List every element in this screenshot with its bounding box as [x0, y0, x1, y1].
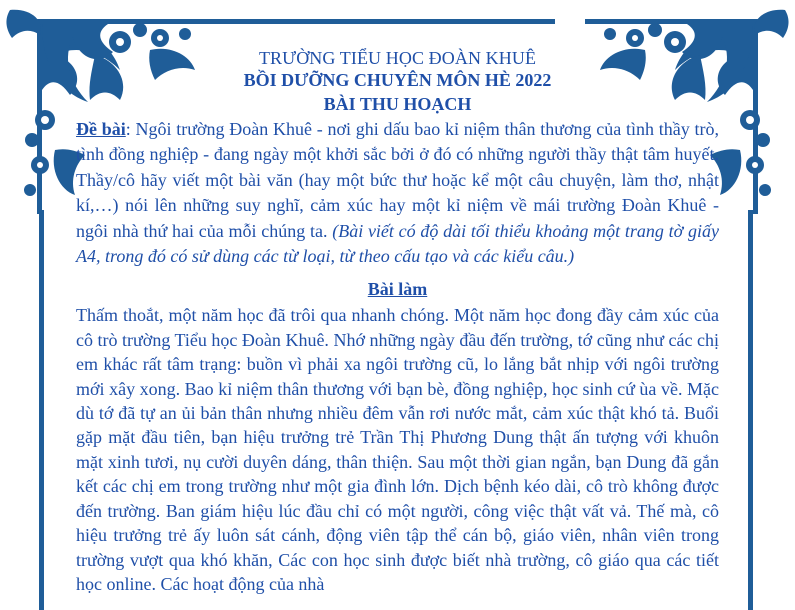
prompt-note: (Bài viết có độ dài tối thiểu khoảng một trang tờ giấy A4, trong đó có sử dùng các từ loại, từ theo cấu tạo và các kiểu câu.)	[76, 220, 719, 267]
prompt-text: : Ngôi trường Đoàn Khuê - nơi ghi dấu bao kỉ niệm thân thương của tình thầy trò, tình đồng nghiệp - đang ngày một khởi sắc bởi ở đó có những người thầy thật tâm huyết. Thầy/cô hãy viết một bài văn (hay một bức thư hoặc kể một câu chuyện, làm thơ, nhật kí,…) nói lên những suy nghĩ, cảm xúc hay một kỉ niệm về mái trường Đoàn Khuê - ngôi nhà thứ hai của mỗi chúng ta.	[76, 119, 720, 241]
frame-top-border	[210, 19, 555, 24]
essay-text: Thấm thoắt, một năm học đã trôi qua nhanh chóng. Một năm học đong đầy cảm xúc của cô trò trường Tiểu học Đoàn Khuê. Nhớ những ngày đầu đến trường, tớ cũng như các chị em khác rất tâm trạng: buồn vì phải xa ngôi trường cũ, lo lắng bắt nhịp với ngôi trường mới xây xong. Bao kỉ niệm thân thương với bạn bè, đồng nghiệp, học sinh cứ ùa về. Mặc dù tớ đã tự an ủi bản thân nhưng nhiều đêm vẫn rơi nước mắt, cảm xúc thật khó tả. Buổi gặp mặt đầu tiên, bạn hiệu trưởng trẻ Trần Thị Phương Dung thật ấn tượng với khuôn mặt xinh tươi, nụ cười duyên dáng, thân thiện. Sau một thời gian ngắn, bạn Dung đã gắn kết các chị em trong trường như một gia đình lớn. Dịch bệnh kéo dài, cô trò không được đến trường. Ban giám hiệu lúc đầu chỉ có một người, công việc thật vất vả. Thế mà, cô hiệu trưởng trẻ ấy luôn sát cánh, động viên tập thể cán bộ, giáo viên, nhân viên trong trường vượt qua khó khăn, Các con học sinh được biết nhà trường, cô giáo qua các tiết học online. Các hoạt động của nhà	[76, 305, 719, 594]
frame-left-border	[39, 210, 44, 610]
program-title: BỒI DƯỠNG CHUYÊN MÔN HÈ 2022	[243, 70, 552, 90]
assignment-prompt	[76, 117, 719, 269]
document-body	[76, 47, 719, 596]
document-title: BÀI THU HOẠCH	[323, 94, 472, 114]
answer-heading: Bài làm	[367, 279, 428, 300]
prompt-label: Đề bài	[76, 119, 126, 139]
school-name: TRƯỜNG TIỂU HỌC ĐOÀN KHUÊ	[258, 48, 537, 68]
frame-right-border	[748, 210, 753, 610]
